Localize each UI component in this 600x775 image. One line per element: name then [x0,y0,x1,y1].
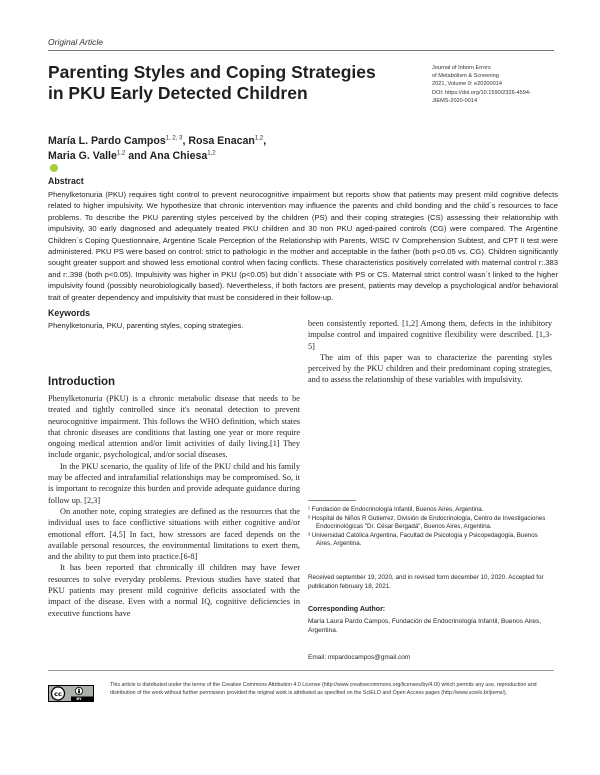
cc-badge-graphic [49,686,93,701]
author-separator: , [182,135,189,147]
doi-link-cont[interactable]: JIEMS-2020-0014 [432,97,478,104]
affiliation: ¹ Fundación de Endocrinología Infantil, Buenos Aires, Argentina. [308,506,484,513]
corresponding-author-details: María Laura Pardo Campos, Fundación de Endocrinología Infantil, Buenos Aires, Argentina. [308,618,542,634]
author-name: Rosa Enacan [188,135,255,147]
introduction-column-2 [308,318,552,386]
paragraph: It has been reported that chronically ill children may have fewer resources to solve everyday problems. Previous studies have stated that PKU patients may present mild cognitive deficits associated with the impact of the disease. Even with a normal IQ, cognitive deficiencies in executive functions have [48,563,300,618]
abstract-body: Phenylketonuria (PKU) requires tight control to prevent neurocognitive impairment but reports show that patients may present mild cognitive defects related to higher impulsivity. We hypothesize that chronic intervention may influence the parents and child bonding and the child´s resources to face problems. To describe the PKU parenting styles perceived by the children (PS) and their coping strategies (CS) assessing their relationship with impulsivity, 30 early diagnosed and adequately treated PKU children and 30 non PKU aged-paired controls (CG) were compared. The Argentine Children´s Coping Questionnaire, Argentine Scale Perception of the Relationship with Parents, WISC IV Comprehension Subtest, and CPT II test were administered. PKU PS were based on control: strict to pathologic in the mother and acceptable in the father (both p<0.05 vs. CG). Children significantly sought greater support and showed less emotional control when facing conflicts. These characteristics positively correlated with maternal control r:.383 and r:.398 (both p<0.05). Impulsivity was higher in PKU (p<0.05) but didn´t associate with PS or CS. Maternal strict control wasn´t linked to the higher impulsivity found (possibly neurobiologically based). Nevertheless, if both factors are present, patients may develop a psychological and/or behavioral trait of greater dependency and impulsivity that must be considered in their follow-up. [48,190,558,302]
section-label: Original Article [48,37,103,47]
paragraph: Phenylketonuria (PKU) is a chronic metabolic disease that needs to be treated and tightly controlled since it's neonatal detection to prevent neurocognitive impairment. This follows the WHO definition, which states that chronic diseases are conditions that lasting one year or more require ongoing medical attention and/or limit activities of daily living.[1] They include organic, psychological, and/or social diseases. [48,394,300,460]
paragraph: In the PKU scenario, the quality of life of the PKU child and his family may be affected and intrafamilial relationships may be compromised. So, it is important to recognize this burden and provide adequate guidance during follow up. [2,3] [48,461,300,505]
journal-volume: 2021, Volume 9: e20200014 [432,81,502,88]
introduction-column-1 [48,393,300,619]
svg-text:BY: BY [76,697,82,701]
author-name: María L. Pardo Campos [48,135,166,147]
journal-name: Journal of Inborn Errors [432,65,491,71]
footnote-divider [308,500,356,501]
svg-text:cc: cc [54,690,62,698]
affiliation: ² Hospital de Niños R Gutierrez, División de Endocrinología, Centro de Investigaciones Endocrinológicas "Dr. César Bergadá", Buenos Aires, Argentina. [308,514,546,531]
header-divider [48,50,554,51]
doi-link[interactable]: DOI: https://doi.org/10.1590/2326-4594- [432,89,531,96]
title-line: Parenting Styles and Coping Strategies [48,62,376,82]
author-separator: and [125,150,150,162]
article-title [48,62,408,104]
affiliation: ³ Universidad Católica Argentina, Facultad de Psicología y Psicopedagogía, Buenos Aires, Argentina. [308,531,538,548]
author-name: Maria G. Valle [48,150,117,162]
paragraph: been consistently reported. [1,2] Among them, defects in the inhibitory impulse control and impaired cognitive flexibility were described. [1,3-5] [308,319,552,351]
cc-by-license-icon[interactable] [48,685,94,702]
author-name: Ana Chiesa [149,150,208,162]
paragraph: On another note, coping strategies are defined as the resources that the individual uses to face conflictive situations with either cognitive and/or emotional effort. [4,5] In fact, how stressors are faced depends on the available personal resources, the environmental limitations to exert them, and the ability to put them into practice.[6-8] [48,506,300,562]
corresponding-author-heading: Corresponding Author: [308,606,386,613]
journal-meta [432,64,562,105]
corresponding-email[interactable]: Email: mlpardocampos@gmail.com [308,654,411,661]
author-separator: , [263,135,267,147]
author-affiliation-marks: 1,2 [116,150,126,157]
author-affiliation-marks: 1,2 [254,135,264,142]
received-dates: Received september 19, 2020, and in revised form december 10, 2020. Accepted for publication february 18, 2021. [308,574,544,590]
abstract-heading: Abstract [48,176,84,186]
footer-divider [48,670,554,671]
orcid-icon[interactable] [50,164,58,172]
introduction-heading: Introduction [48,376,116,388]
author-line [48,134,348,149]
journal-name-cont: of Metabolism & Screening [432,73,499,80]
license-text: This article is distributed under the terms of the Creative Commons Attribution 4.0 License (http://www.creativecommons.org/licenses/by/4.0/) which permits any use, reproduction and distribution of the work without further permission provided the original work is attributed as specified on the SciELO and Open Access pages (http://www.scielo.br/jiems/). [110,682,537,696]
paragraph: The aim of this paper was to characterize the parenting styles perceived by the PKU children and their predominant coping strategies, and to assess the relationship of these variables with impulsivity. [308,352,552,385]
author-line [48,149,348,172]
author-affiliation-marks: 1,2 [207,150,216,157]
author-affiliation-marks: 1, 2, 3 [165,135,183,142]
affiliations [308,506,554,549]
keywords-heading: Keywords [48,308,91,318]
title-line: in PKU Early Detected Children [48,83,308,103]
keywords-list: Phenylketonuria, PKU, parenting styles, coping strategies. [48,321,244,330]
author-list [48,134,348,172]
